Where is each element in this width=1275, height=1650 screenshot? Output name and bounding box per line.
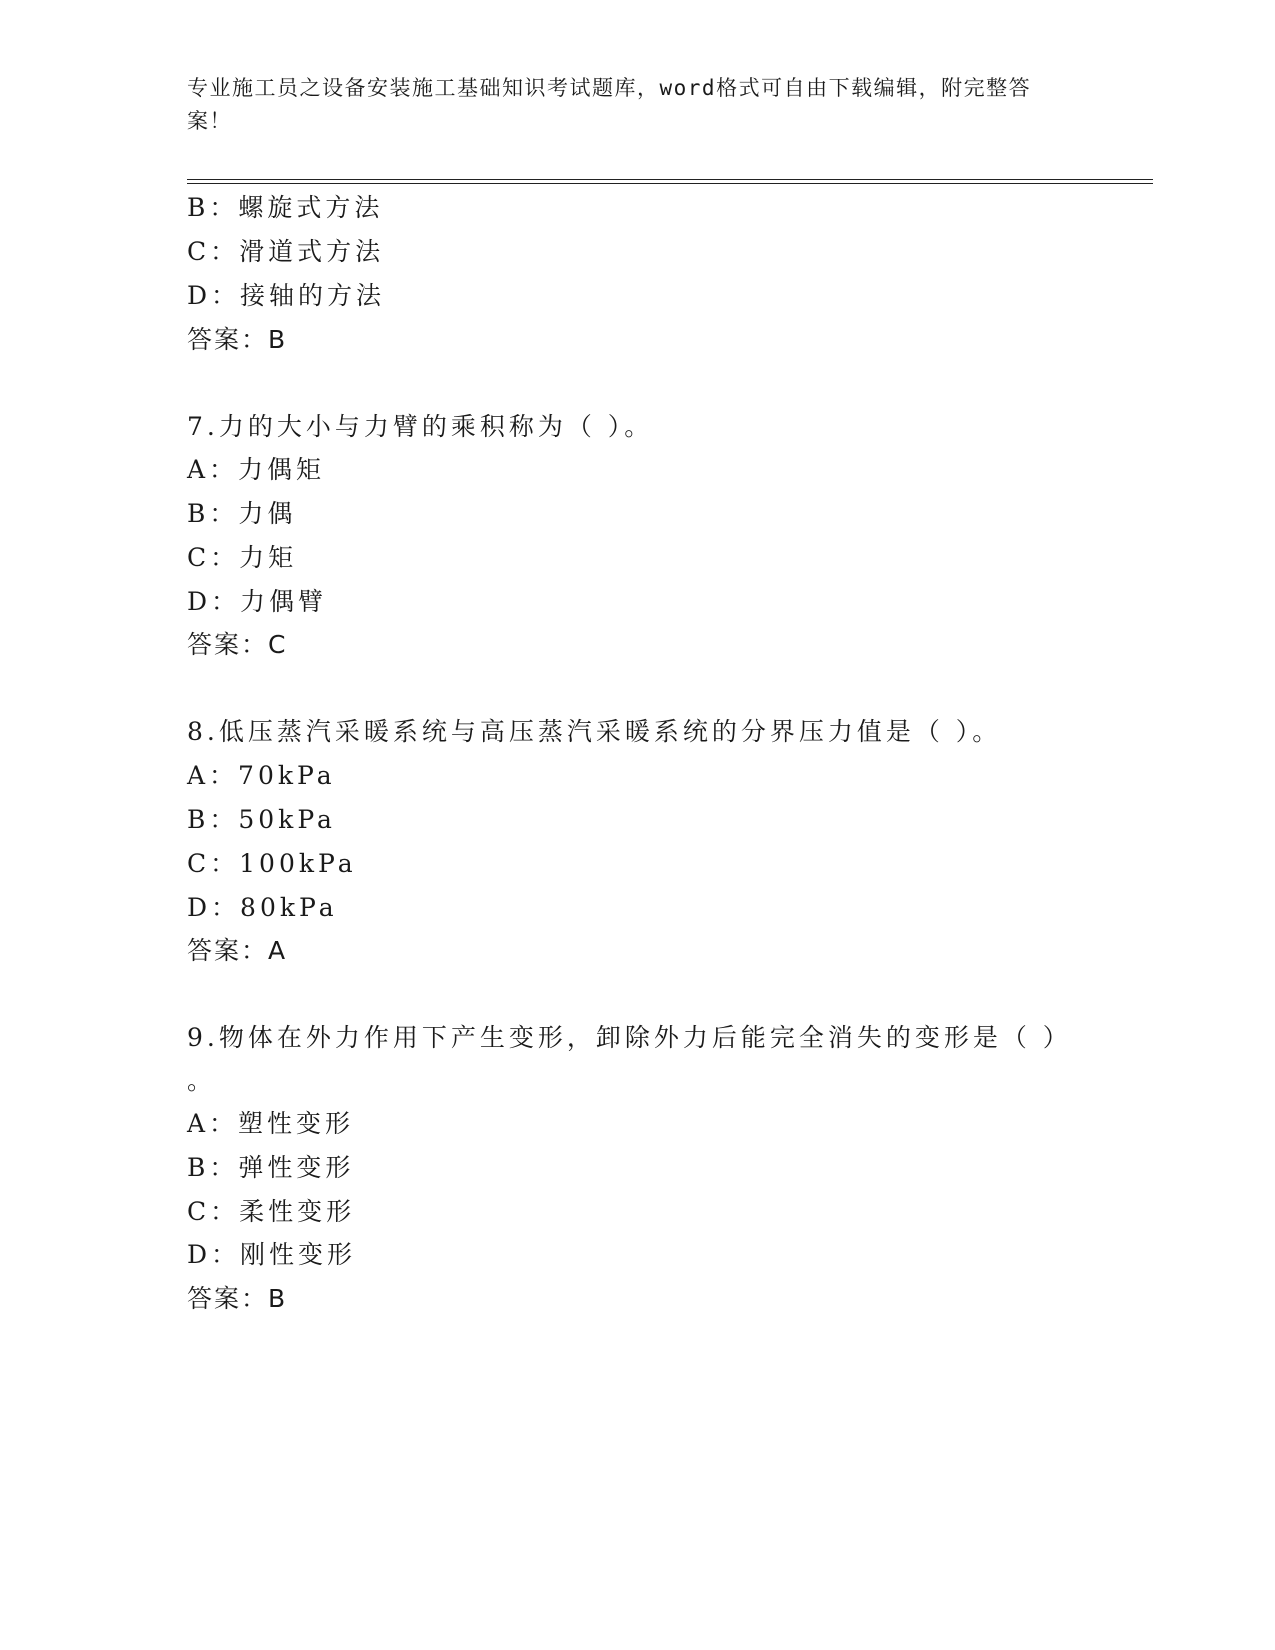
q8-option-b: B：50kPa [187, 805, 336, 834]
q9-question-continuation: 。 [187, 1066, 217, 1095]
q8-option-c: C：100kPa [187, 849, 357, 878]
q7-option-a: A：力偶矩 [187, 455, 326, 484]
header-divider-bottom [187, 183, 1153, 184]
q8-question: 8.低压蒸汽采暖系统与高压蒸汽采暖系统的分界压力值是（ ）。 [187, 717, 1002, 746]
q6-answer: 答案：B [187, 325, 288, 354]
q8-option-a: A：70kPa [187, 761, 336, 790]
q9-question: 9.物体在外力作用下产生变形，卸除外力后能完全消失的变形是（ ） [187, 1023, 1072, 1052]
q9-option-d: D：刚性变形 [187, 1240, 357, 1269]
q7-answer: 答案：C [187, 630, 288, 659]
q7-question: 7.力的大小与力臂的乘积称为（ ）。 [187, 412, 654, 441]
q7-option-d: D：力偶臂 [187, 587, 328, 616]
q8-answer: 答案：A [187, 936, 288, 965]
q7-option-b: B：力偶 [187, 499, 297, 528]
header-divider-top [187, 179, 1153, 180]
q6-option-b: B：螺旋式方法 [187, 193, 384, 222]
document-header: 专业施工员之设备安装施工基础知识考试题库，word格式可自由下载编辑，附完整答案！ [187, 76, 1032, 133]
q7-option-c: C：力矩 [187, 543, 298, 572]
q9-option-b: B：弹性变形 [187, 1153, 355, 1182]
q6-option-c: C：滑道式方法 [187, 237, 385, 266]
q9-option-c: C：柔性变形 [187, 1197, 356, 1226]
q6-option-d: D：接轴的方法 [187, 281, 386, 310]
q8-option-d: D：80kPa [187, 893, 338, 922]
q9-option-a: A：塑性变形 [187, 1109, 355, 1138]
q9-answer: 答案：B [187, 1284, 288, 1313]
